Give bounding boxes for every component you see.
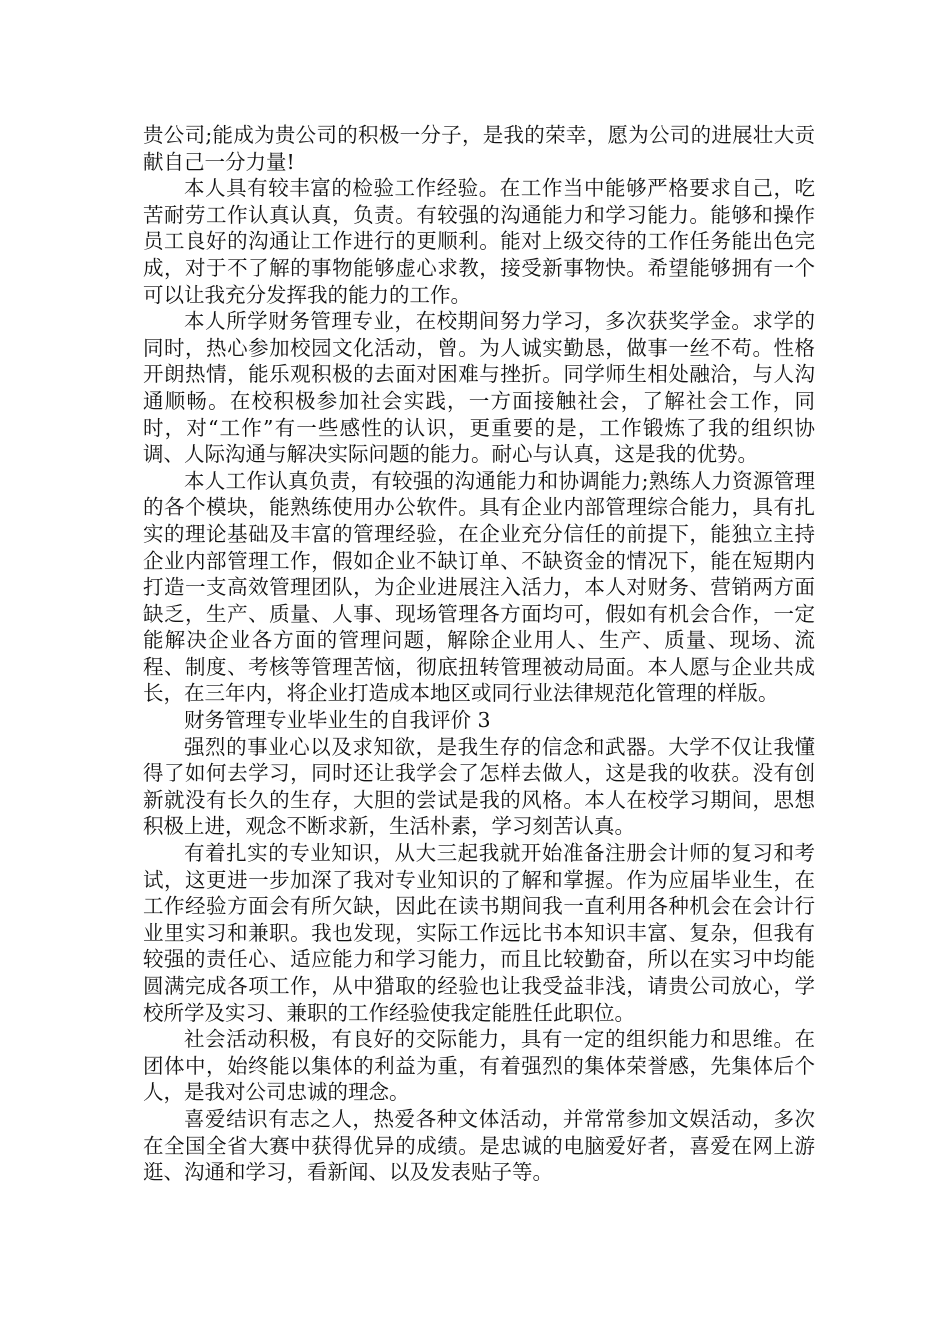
section-heading: 财务管理专业毕业生的自我评价 3	[184, 708, 491, 733]
paragraph-professional-knowledge: 有着扎实的专业知识，从大三起我就开始准备注册会计师的复习和考试，这更进一步加深了我对专业知识的了解和掌握。作为应届毕业生，在工作经验方面会有所欠缺，因此在读书期间我一直利用各种机会在会计行业里实习和兼职。我也发现，实际工作远比书本知识丰富、复杂，但我有较强的责任心、适应能力和学习能力，而且比较勤奋，所以在实习中均能圆满完成各项工作，从中猎取的经验也让我受益非浅，请贵公司放心，学校所学及实习、兼职的工作经验使我定能胜任此职位。	[143, 841, 815, 1025]
paragraph-continuation: 贵公司;能成为贵公司的积极一分子，是我的荣幸，愿为公司的进展壮大贡献自己一分力量!	[143, 123, 815, 174]
paragraph-social-activities: 社会活动积极，有良好的交际能力，具有一定的组织能力和思维。在团体中，始终能以集体的利益为重，有着强烈的集体荣誉感，先集体后个人，是我对公司忠诚的理念。	[143, 1027, 815, 1105]
paragraph-hobbies: 喜爱结识有志之人，热爱各种文体活动，并常常参加文娱活动，多次在全国全省大赛中获得优异的成绩。是忠诚的电脑爱好者，喜爱在网上游逛、沟通和学习，看新闻、以及发表贴子等。	[143, 1106, 815, 1185]
paragraph-inspection-experience: 本人具有较丰富的检验工作经验。在工作当中能够严格要求自己，吃苦耐劳工作认真认真，负责。有较强的沟通能力和学习能力。能够和操作员工良好的沟通让工作进行的更顺利。能对上级交待的工作任务能出色完成，对于不了解的事物能够虚心求教，接受新事物快。希望能够拥有一个可以让我充分发挥我的能力的工作。	[143, 176, 815, 307]
document-page	[143, 122, 815, 1186]
paragraph-ambition: 强烈的事业心以及求知欲，是我生存的信念和武器。大学不仅让我懂得了如何去学习，同时还让我学会了怎样去做人，这是我的收获。没有创新就没有长久的生存，大胆的尝试是我的风格。本人在校学习期间，思想积极上进，观念不断求新，生活朴素，学习刻苦认真。	[143, 734, 815, 839]
paragraph-management-ability: 本人工作认真负责，有较强的沟通能力和协调能力;熟练人力资源管理的各个模块，能熟练使用办公软件。具有企业内部管理综合能力，具有扎实的理论基础及丰富的管理经验，在企业充分信任的前提下，能独立主持企业内部管理工作，假如企业不缺订单、不缺资金的情况下，能在短期内打造一支高效管理团队，为企业进展注入活力，本人对财务、营销两方面缺乏，生产、质量、人事、现场管理各方面均可，假如有机会合作，一定能解决企业各方面的管理问题，解除企业用人、生产、质量、现场、流程、制度、考核等管理苦恼，彻底扭转管理被动局面。本人愿与企业共成长，在三年内，将企业打造成本地区或同行业法律规范化管理的样版。	[143, 468, 815, 706]
paragraph-finance-major: 本人所学财务管理专业，在校期间努力学习，多次获奖学金。求学的同时，热心参加校园文化活动，曾。为人诚实勤恳，做事一丝不苟。性格开朗热情，能乐观积极的去面对困难与挫折。同学师生相处融洽，与人沟通顺畅。在校积极参加社会实践，一方面接触社会，了解社会工作，同时，对“工作”有一些感性的认识，更重要的是，工作锻炼了我的组织协调、人际沟通与解决实际问题的能力。耐心与认真，这是我的优势。	[143, 309, 815, 467]
